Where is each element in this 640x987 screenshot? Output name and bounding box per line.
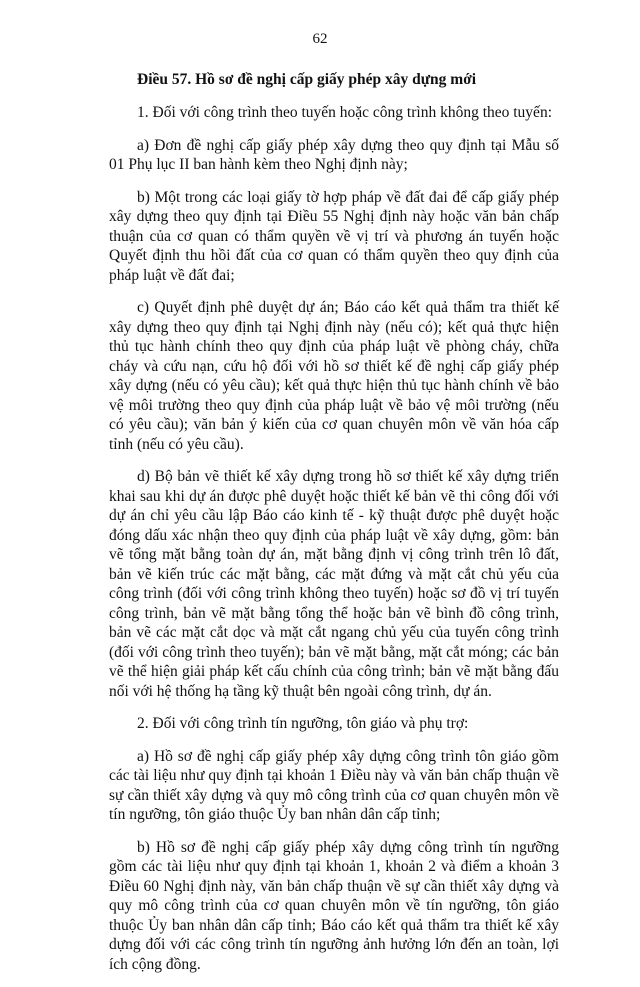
clause-1b: b) Một trong các loại giấy tờ hợp pháp về đất đai để cấp giấy phép xây dựng theo quy định tại Điều 55 Nghị định này hoặc văn bản chấp thuận của cơ quan có thẩm quyền về vị trí và phương án tuyến hoặc Quyết định thu hồi đất của cơ quan có thẩm quyền theo quy định của pháp luật về đất đai; — [109, 188, 559, 284]
article-heading: Điều 57. Hồ sơ đề nghị cấp giấy phép xây dựng mới — [137, 71, 477, 88]
section-1-title: 1. Đối với công trình theo tuyến hoặc công trình không theo tuyến: — [137, 104, 552, 121]
section-2-title: 2. Đối với công trình tín ngưỡng, tôn giáo và phụ trợ: — [137, 715, 469, 732]
clause-1d: d) Bộ bản vẽ thiết kế xây dựng trong hồ sơ thiết kế xây dựng triển khai sau khi dự án được phê duyệt hoặc thiết kế bản vẽ thi công đối với dự án chỉ yêu cầu lập Báo cáo kinh tế - kỹ thuật được phê duyệt hoặc đóng dấu xác nhận theo quy định của pháp luật về xây dựng, gồm: bản vẽ tổng mặt bằng toàn dự án, mặt bằng định vị công trình trên lô đất, bản vẽ kiến trúc các mặt bằng, các mặt đứng và mặt cắt chủ yếu của công trình (đối với công trình không theo tuyến) hoặc sơ đồ vị trí tuyến công trình, bản vẽ mặt bằng tổng thể hoặc bản vẽ bình đồ công trình, bản vẽ các mặt cắt dọc và mặt cắt ngang chủ yếu của tuyến công trình (đối với công trình theo tuyến); bản vẽ mặt bằng, mặt cắt móng; các bản vẽ thể hiện giải pháp kết cấu chính của công trình; bản vẽ mặt bằng đấu nối với hệ thống hạ tầng kỹ thuật bên ngoài công trình, dự án. — [109, 468, 559, 700]
document-body — [109, 70, 559, 987]
clause-1a: a) Đơn đề nghị cấp giấy phép xây dựng theo quy định tại Mẫu số 01 Phụ lục II ban hành kèm theo Nghị định này; — [109, 136, 559, 173]
clause-1c: c) Quyết định phê duyệt dự án; Báo cáo kết quả thẩm tra thiết kế xây dựng theo quy định tại Nghị định này (nếu có); kết quả thực hiện thủ tục hành chính theo quy định của pháp luật về phòng cháy, chữa cháy và cứu nạn, cứu hộ đối với hồ sơ thiết kế đề nghị cấp giấy phép xây dựng (nếu có yêu cầu); kết quả thực hiện thủ tục hành chính về bảo vệ môi trường theo quy định của pháp luật về bảo vệ môi trường (nếu có yêu cầu); văn bản ý kiến của cơ quan chuyên môn về văn hóa cấp tỉnh (nếu có yêu cầu). — [109, 299, 559, 453]
clause-2a: a) Hồ sơ đề nghị cấp giấy phép xây dựng công trình tôn giáo gồm các tài liệu như quy định tại khoản 1 Điều này và văn bản chấp thuận về sự cần thiết xây dựng và quy mô công trình của cơ quan chuyên môn về tín ngưỡng, tôn giáo thuộc Ủy ban nhân dân cấp tỉnh; — [109, 747, 559, 823]
clause-2b: b) Hồ sơ đề nghị cấp giấy phép xây dựng công trình tín ngưỡng gồm các tài liệu như quy định tại khoản 1, khoản 2 và điểm a khoản 3 Điều 60 Nghị định này, văn bản chấp thuận về sự cần thiết xây dựng và quy mô công trình của cơ quan chuyên môn về tín ngưỡng, tôn giáo thuộc Ủy ban nhân dân cấp tỉnh; Báo cáo kết quả thẩm tra thiết kế xây dựng đối với các công trình tín ngưỡng ảnh hưởng lớn đến an toàn, lợi ích cộng đồng. — [109, 838, 559, 973]
page-number: 62 — [312, 31, 328, 47]
